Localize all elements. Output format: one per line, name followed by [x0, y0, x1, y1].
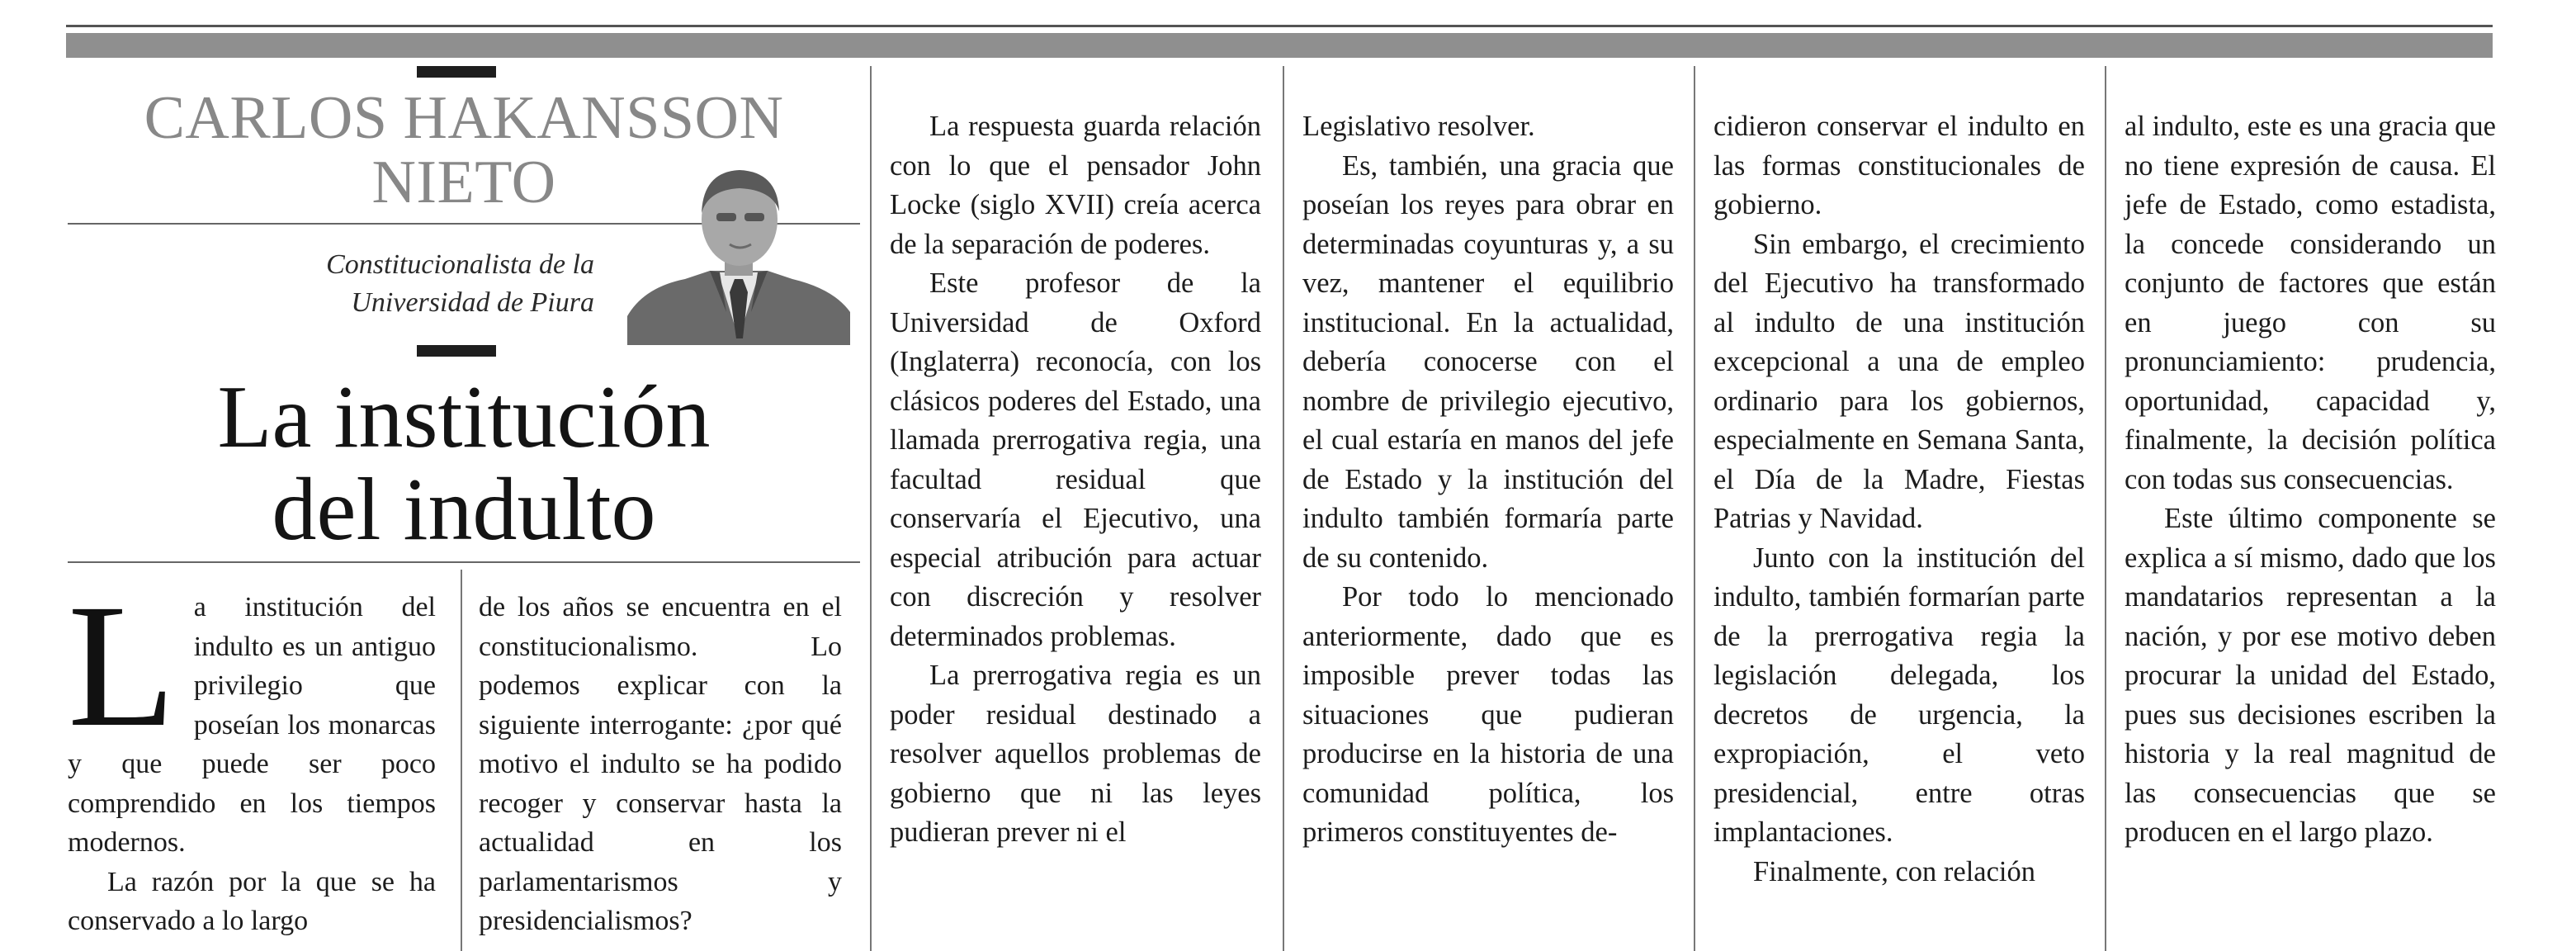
article-column-a — [68, 568, 436, 941]
article-column-b — [479, 588, 842, 941]
header-rule-thick — [66, 33, 2493, 58]
byline-tick-top — [417, 66, 496, 78]
headline — [68, 368, 860, 559]
drop-cap: L — [68, 568, 176, 764]
column-divider — [870, 66, 872, 951]
paragraph: Finalmente, con relación — [1753, 855, 2036, 887]
paragraph: La prerrogativa regia es un poder residual destinado a resolver aquellos problemas de gobierno que ni las leyes pudieran prever ni el — [890, 660, 1261, 848]
paragraph: cidieron conservar el indulto en las formas constitucionales de gobierno. — [1713, 111, 2085, 220]
paragraph: a institución del indulto es un antiguo privilegio que poseían los monarcas y que puede ser poco comprendido en los tiempos modernos. — [68, 592, 436, 858]
paragraph: Legislativo resolver. — [1302, 111, 1535, 142]
article-column-2 — [1302, 107, 1674, 853]
column-divider — [461, 570, 462, 951]
author-portrait — [627, 147, 850, 345]
author-name-line1: CARLOS HAKANSSON — [144, 84, 784, 152]
byline-tick-bottom — [417, 345, 496, 357]
column-divider — [2105, 66, 2106, 951]
paragraph: La razón por la que se ha conservado a lo largo — [68, 866, 436, 936]
affiliation-line2: Universidad de Piura — [351, 287, 594, 318]
paragraph: La respuesta guarda relación con lo que el pensador John Locke (siglo XVII) creía acerca de la separación de poderes. — [890, 111, 1261, 260]
paragraph: Es, también, una gracia que poseían los reyes para obrar en determinadas coyunturas y, a su vez, mantener el equilibrio institucional. En la actualidad, debería conocerse con el nombre de privilegio ejecutivo, el cual estaría en manos del jefe de Estado y la institución del indulto también formaría parte de su contenido. — [1302, 149, 1674, 574]
paragraph: Este profesor de la Universidad de Oxford (Inglaterra) reconocía, con los clásicos poderes del Estado, una llamada prerrogativa regia, una facultad residual que conservaría el Ejecutivo, una especial atribución para actuar con discreción y resolver determinados problemas. — [890, 267, 1261, 652]
author-affiliation — [248, 246, 594, 322]
column-divider — [1694, 66, 1695, 951]
paragraph: de los años se encuentra en el constitucionalismo. Lo podemos explicar con la siguiente interrogante: ¿por qué motivo el indulto se ha podido recoger y conservar hasta la actualidad en los parlamentarismos y presidencialismos? — [479, 592, 842, 936]
author-name-line2: NIETO — [371, 149, 556, 216]
paragraph: Junto con la institución del indulto, también formarían parte de la prerrogativa regia la legislación delegada, los decretos de urgencia, la expropiación, el veto presidencial, entre otras implantaciones. — [1713, 542, 2085, 848]
paragraph: al indulto, este es una gracia que no tiene expresión de causa. El jefe de Estado, como estadista, la concede considerando un conjunto de factores que están en juego con su pronunciamiento: prudencia, oportunidad, capacidad y, finalmente, la decisión política con todas sus consecuencias. — [2125, 111, 2496, 495]
column-divider — [1283, 66, 1284, 951]
affiliation-line1: Constitucionalista de la — [326, 249, 594, 280]
headline-rule — [68, 561, 860, 563]
headline-line1: La institución — [217, 368, 711, 466]
header-rule-thin — [66, 25, 2493, 27]
article-column-4 — [2125, 107, 2496, 853]
paragraph: Sin embargo, el crecimiento del Ejecutivo ha transformado al indulto de una institución excepcional a una de empleo ordinario para los gobiernos, especialmente en Semana Santa, el Día de la Madre, Fiestas Patrias y Navidad. — [1713, 228, 2085, 534]
article-column-3 — [1713, 107, 2085, 892]
paragraph: Este último componente se explica a sí mismo, dado que los mandatarios representan a la nación, y por ese motivo deben procurar la unidad del Estado, pues sus decisiones escriben la historia y la real magnitud de las consecuencias que se producen en el largo plazo. — [2125, 503, 2496, 848]
paragraph: Por todo lo mencionado anteriormente, dado que es imposible prever todas las situaciones que pudieran producirse en la historia de una comunidad política, los primeros constituyentes de- — [1302, 581, 1674, 848]
article-column-1 — [890, 107, 1261, 853]
headline-line2: del indulto — [272, 461, 656, 559]
